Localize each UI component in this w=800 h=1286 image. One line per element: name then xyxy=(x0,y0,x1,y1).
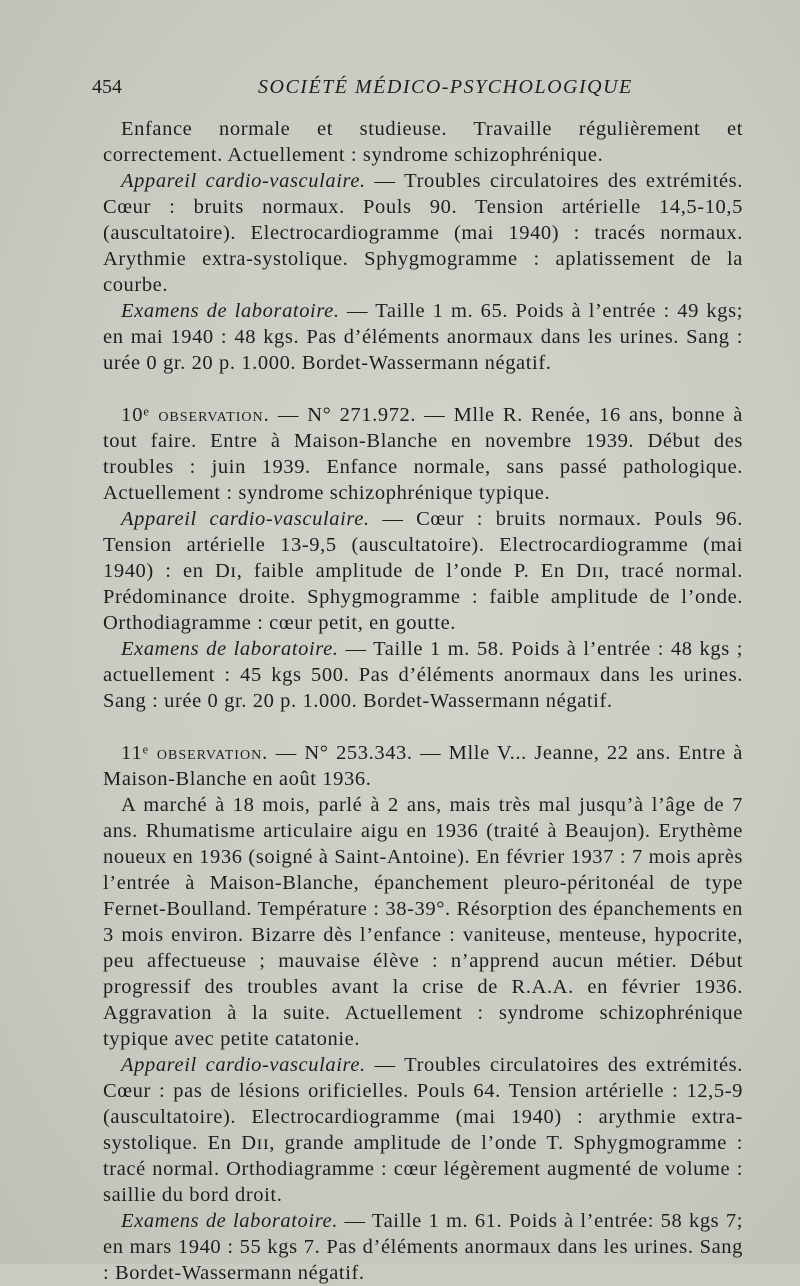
paragraph-case-10-lab: Examens de laboratoire. — Taille 1 m. 58. Poids à l’entrée : 48 kgs ; actuellement : 45 kgs 500. Pas d’éléments anormaux dans les urines. Sang : urée 0 gr. 20 p. 1.000. Bordet-Wassermann négatif. xyxy=(103,638,744,712)
page-number: 454 xyxy=(92,76,122,98)
observation-heading: 11ᵉ observation. xyxy=(121,742,269,764)
paragraph-observation-11: 11ᵉ observation. — N° 253.343. — Mlle V... Jeanne, 22 ans. Entre à Maison-Blanche en août 1936. xyxy=(103,742,744,790)
paragraph-case-11-lab: Examens de laboratoire. — Taille 1 m. 61. Poids à l’entrée: 58 kgs 7; en mars 1940 : 55 kgs 7. Pas d’éléments anormaux dans les urines. Sang : Bordet-Wassermann négatif. xyxy=(103,1210,744,1284)
section-lead: Examens de laboratoire. xyxy=(121,638,339,660)
section-lead: Appareil cardio-vasculaire. xyxy=(121,508,370,530)
section-lead: Examens de laboratoire. xyxy=(121,1210,338,1232)
paragraph-case-9-history: Enfance normale et studieuse. Travaille régulièrement et correctement. Actuellement : syndrome schizophrénique. xyxy=(103,118,743,166)
paragraph-observation-10: 10ᵉ observation. — N° 271.972. — Mlle R. Renée, 16 ans, bonne à tout faire. Entre à Maison-Blanche en novembre 1939. Début des troubles : juin 1939. Enfance normale, sans passé pathologique. Actuellement : syndrome schizophrénique typique. xyxy=(103,404,744,504)
body-text xyxy=(103,116,743,1286)
paragraph-case-11-cardio: Appareil cardio-vasculaire. — Troubles circulatoires des extrémités. Cœur : pas de lésions orificielles. Pouls 64. Tension artérielle : 12,5-9 (auscultatoire). Electrocardiogramme (mai 1940) : arythmie extra-systolique. En Dɪɪ, grande amplitude de l’onde T. Sphygmogramme : tracé normal. Orthodiagramme : cœur légèrement augmenté de volume : saillie du bord droit. xyxy=(103,1054,743,1206)
paragraph-gap xyxy=(103,376,743,402)
paragraph-case-9-lab: Examens de laboratoire. — Taille 1 m. 65. Poids à l’entrée : 49 kgs; en mai 1940 : 48 kgs. Pas d’éléments anormaux dans les urines. Sang : urée 0 gr. 20 p. 1.000. Bordet-Wassermann négatif. xyxy=(103,300,744,374)
running-head xyxy=(92,76,752,106)
running-title: SOCIÉTÉ MÉDICO-PSYCHOLOGIQUE xyxy=(258,76,633,98)
paragraph-case-10-cardio: Appareil cardio-vasculaire. — Cœur : bruits normaux. Pouls 96. Tension artérielle 13-9,5 (auscultatoire). Electrocardiogramme (mai 1940) : en Dɪ, faible amplitude de l’onde P. En Dɪɪ, tracé normal. Prédominance droite. Sphygmogramme : faible amplitude de l’onde. Orthodiagramme : cœur petit, en goutte. xyxy=(103,508,743,634)
observation-heading: 10ᵉ observation. xyxy=(121,404,270,426)
paragraph-case-9-cardio: Appareil cardio-vasculaire. — Troubles circulatoires des extrémités. Cœur : bruits normaux. Pouls 90. Tension artérielle 14,5-10,5 (auscultatoire). Electrocardiogramme (mai 1940) : tracés normaux. Arythmie extra-systolique. Sphygmogramme : aplatissement de la courbe. xyxy=(103,170,743,296)
section-lead: Examens de laboratoire. xyxy=(121,300,340,322)
section-lead: Appareil cardio-vasculaire. xyxy=(121,170,366,192)
paragraph-gap xyxy=(103,714,743,740)
section-lead: Appareil cardio-vasculaire. xyxy=(121,1054,366,1076)
paragraph-case-11-history: A marché à 18 mois, parlé à 2 ans, mais très mal jusqu’à l’âge de 7 ans. Rhumatisme articulaire aigu en 1936 (traité à Beaujon). Erythème noueux en 1936 (soigné à Saint-Antoine). En février 1937 : 7 mois après l’entrée à Maison-Blanche, épanchement pleuro-péritonéal de type Fernet-Boulland. Température : 38-39°. Résorption des épanchements en 3 mois environ. Bizarre dès l’enfance : vaniteuse, menteuse, hypocrite, peu affectueuse ; mauvaise élève : n’apprend aucun métier. Début progressif des troubles avant la crise de R.A.A. en février 1936. Aggravation à la suite. Actuellement : syndrome schizophrénique typique avec petite catatonie. xyxy=(103,794,743,1050)
